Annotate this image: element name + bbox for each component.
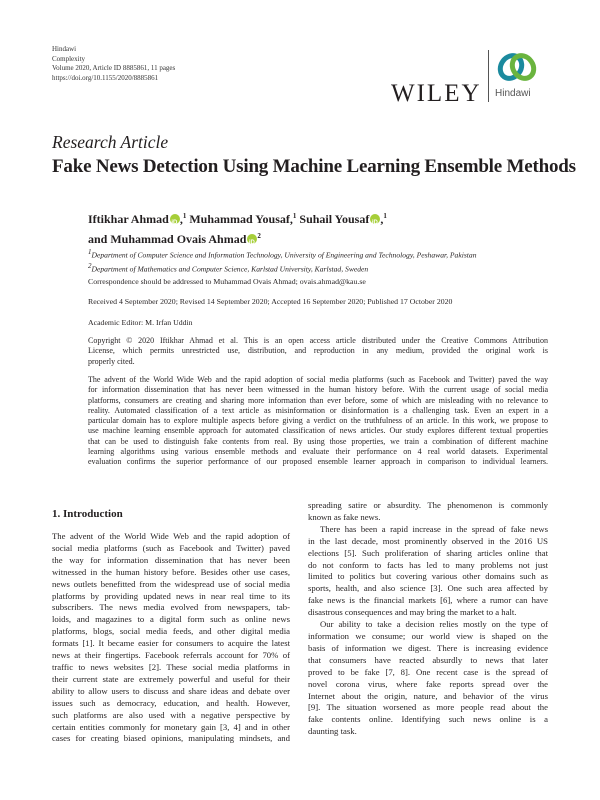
volume-info: Volume 2020, Article ID 8885861, 11 pages <box>52 64 176 73</box>
text-line: news outlets benefitted from the widespread use of social media <box>52 578 290 589</box>
text-line: in the last decade, most prominently observed in the 2016 US <box>308 535 548 546</box>
text-line: information we consume; our world view is shaped on the <box>308 630 548 641</box>
author-affiliation-number: 1 <box>182 212 187 220</box>
text-line: novel corona virus, where fake reports spread over the <box>308 678 548 689</box>
text-line: properly cited. <box>88 356 135 366</box>
text-line: known as fake news. <box>308 511 381 522</box>
text-line: certain entities commonly for monetary gain [3, 4] and in other <box>52 721 290 732</box>
text-line: platforms, consumers are creating and sharing more information than ever before, some of which are misleading with no relevance to <box>88 395 548 405</box>
text-line: fake contents online. Identifying such news online is a <box>308 714 548 725</box>
affiliations <box>88 247 477 275</box>
text-line: ability to allow users to discuss and share ideas and debate over <box>52 685 290 696</box>
text-line: fake news is the financial markets [6], where a rumor can have <box>308 595 548 606</box>
text-line: learning algorithms using various ensemble methods and evaluate their performance on 4 real world datasets. Experimental <box>88 447 548 457</box>
text-line: platforms by providing updated news in near real time to its <box>52 590 290 601</box>
text-line: License, which permits unrestricted use, distribution, and reproduction in any medium, provided the original work is <box>88 346 548 356</box>
logo-divider <box>488 50 489 102</box>
author-affiliation-number: 1 <box>292 212 297 220</box>
affiliation: $^1$Department of Computer Science and Information Technology, University of Engineering and Technology, Peshawar, Pakistan <box>88 248 477 260</box>
text-line: traffic to news websites [2]. These social media platforms in <box>52 661 290 672</box>
affiliation: $^2$Department of Mathematics and Computer Science, Karlstad University, Karlstad, Sweden <box>88 262 369 274</box>
orcid-icon[interactable] <box>247 234 257 244</box>
text-line: disastrous consequences and may bring the market to a halt. <box>308 607 517 618</box>
text-line: their current state are extremely powerful and useful for their <box>52 673 290 684</box>
author-affiliation-number: 1 <box>383 212 387 220</box>
text-line: platforms, blogs, social media feeds, and other digital media <box>52 626 290 637</box>
text-line: witnessed in the human history before. Besides other use cases, <box>52 566 290 577</box>
text-line: proved to be fake [7, 8]. One recent case is the spread of <box>308 666 548 677</box>
text-line: basis of information we digest. There is increasing evidence <box>308 642 548 653</box>
author-affiliation-number: 2 <box>257 232 261 240</box>
text-line: formats [1]. It became easier for consumers to acquire the latest <box>52 638 290 649</box>
paragraph <box>308 619 548 738</box>
text-line: cases for creating biased opinions, manipulating mindsets, and <box>52 733 290 744</box>
text-line: use machine learning ensemble approach for automated classification of news articles. Our study explores different textual properties <box>88 426 548 436</box>
correspondence: Correspondence should be addressed to Muhammad Ovais Ahmad; ovais.ahmad@kau.se <box>88 277 366 286</box>
text-line: spreading satire or absurdity. The phenomenon is commonly <box>308 500 548 510</box>
text-line: Our ability to take a decision relies mostly on the type of <box>320 619 548 630</box>
text-line: Copyright © 2020 Iftikhar Ahmad et al. This is an open access article distributed under the Creative Commons Attribution <box>88 336 548 345</box>
publisher-name: Hindawi <box>52 45 77 53</box>
author-name: Muhammad Ovais Ahmad <box>110 232 247 246</box>
text-line: particular domain has to explore multiple aspects before giving a verdict on the truthfulness of an article. In this work, we propose to <box>88 416 548 426</box>
academic-editor: Academic Editor: M. Irfan Uddin <box>88 318 193 327</box>
text-line: [9]. The situation worsened as more people read about the <box>308 702 548 713</box>
author-name: Iftikhar Ahmad <box>88 212 169 226</box>
body-column-right <box>308 500 548 738</box>
text-line: loids, and magazines to a digital form such as online news <box>52 614 290 625</box>
orcid-icon[interactable] <box>370 214 380 224</box>
text-line: that consumers have reacted absurdly to news that later <box>308 654 548 665</box>
text-line: daunting task. <box>308 726 357 737</box>
text-line: There has been a rapid increase in the spread of fake news <box>320 523 548 534</box>
wiley-logo: WILEY <box>391 80 482 107</box>
paragraph <box>308 524 548 619</box>
text-line: subscribers. The news media evolved from newspapers, tab- <box>52 602 290 613</box>
paragraph <box>308 500 548 524</box>
body-column-left <box>52 531 290 745</box>
text-line: news at their fingertips. Facebook referrals account for 70% of <box>52 650 290 661</box>
text-line: reality. Automated classification of a text article as misinformation or disinformation is a challenging task. Even an expert in a <box>88 405 548 415</box>
and-conjunction: and <box>88 232 108 246</box>
text-line: Internet about the origin, nature, and behavior of the virus <box>308 690 548 701</box>
text-line: do not conform to facts has led to many problems not just <box>308 559 548 570</box>
text-line: social media platforms (such as Facebook and Twitter) paved <box>52 542 290 553</box>
article-type: Research Article <box>52 132 169 152</box>
hindawi-logo-icon <box>497 50 537 88</box>
text-line: The advent of the World Wide Web and the rapid adoption of <box>52 531 290 541</box>
text-line: such platforms are also used with a negative perspective by <box>52 709 290 720</box>
hindawi-wordmark: Hindawi <box>495 88 531 99</box>
copyright-notice <box>88 336 548 367</box>
text-line: limited to politics but covering various other domains such as <box>308 571 548 582</box>
journal-name: Complexity <box>52 54 86 63</box>
text-line: evaluation confirms the superior performance of our proposed ensemble learner approach in comparison to individual learners. <box>88 457 548 467</box>
text-line: for information dissemination that has never been witnessed in the human history before. With the current usage of social media <box>88 385 548 395</box>
section-heading: 1. Introduction <box>52 508 123 520</box>
journal-header <box>52 45 175 83</box>
text-line: elections [5]. Such proliferation of sharing articles online that <box>308 547 548 558</box>
orcid-icon[interactable] <box>170 214 180 224</box>
author-name: Muhammad Yousaf <box>189 212 290 226</box>
article-title: Fake News Detection Using Machine Learning Ensemble Methods <box>52 156 576 177</box>
author-list: Iftikhar AhmadiD ,$^1$ Muhammad Yousaf,$^1$ Suhail YousafiD ,$^1$ and Muhammad Ovais AhmadiD $^2$ <box>88 208 387 248</box>
text-line: sports, health, and also science [3]. One such area affected by <box>308 583 548 594</box>
text-line: issues such as democracy, education, and health. However, <box>52 697 290 708</box>
text-line: the way for information dissemination that has never been <box>52 554 290 565</box>
abstract <box>88 375 548 468</box>
doi-link[interactable]: https://doi.org/10.1155/2020/8885861 <box>52 73 159 82</box>
author-name: Suhail Yousaf <box>299 212 370 226</box>
text-line: that can be used to distinguish fake contents from real. By using those properties, we train a combination of different machine <box>88 436 548 446</box>
text-line: The advent of the World Wide Web and the rapid adoption of social media platforms (such as Facebook and Twitter) paved the way <box>88 375 548 384</box>
publication-dates: Received 4 September 2020; Revised 14 September 2020; Accepted 16 September 2020; Published 17 October 2020 <box>88 297 453 306</box>
